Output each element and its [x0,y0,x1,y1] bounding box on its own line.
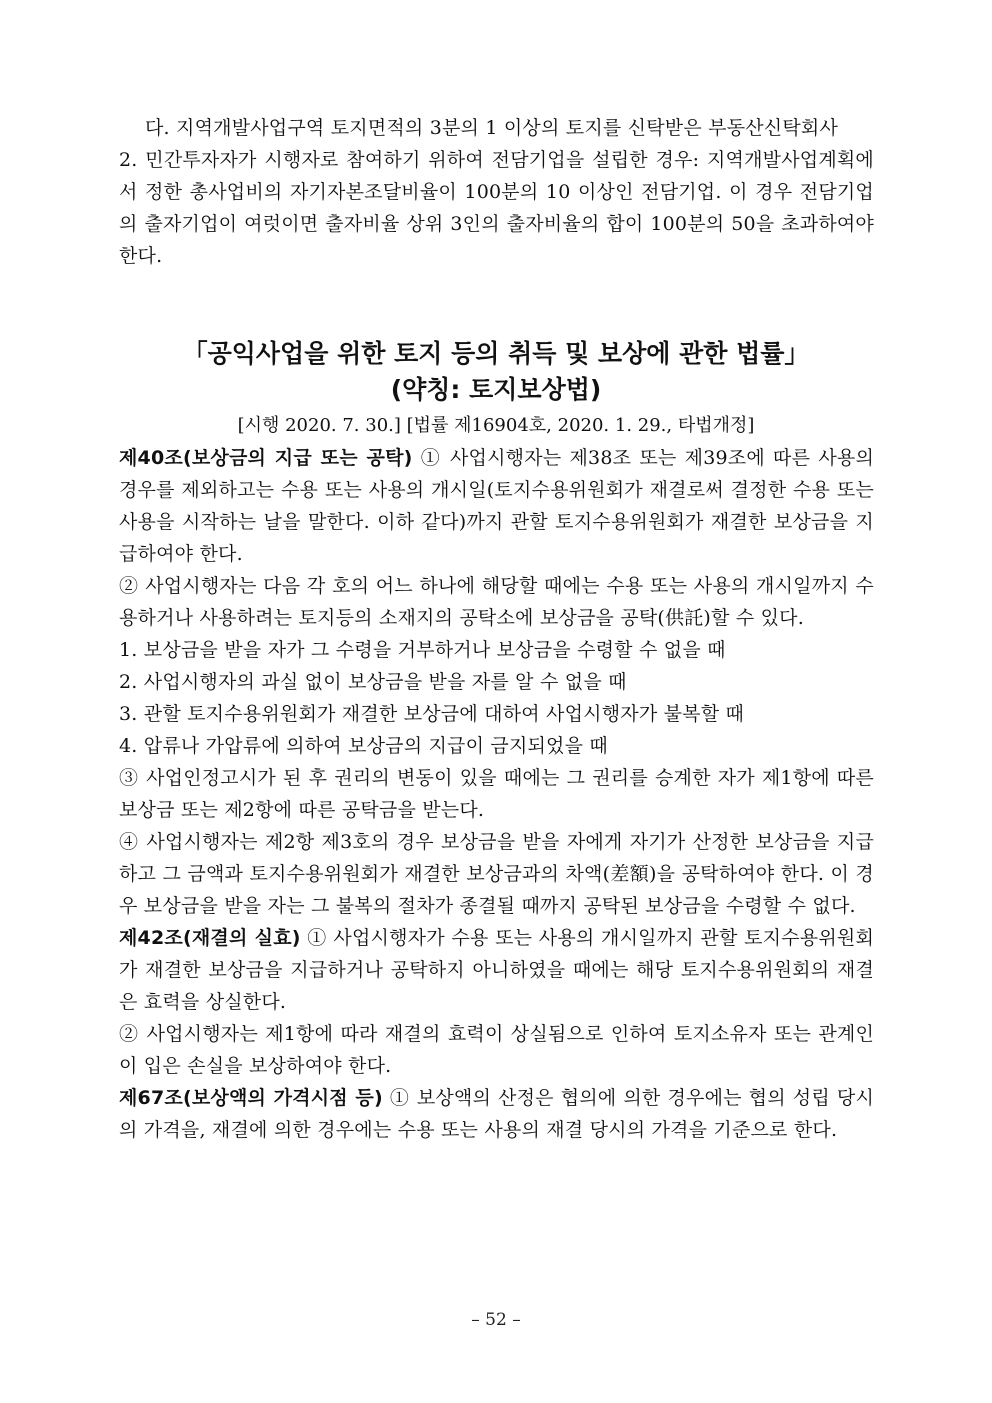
top-section [119,112,874,272]
article-40-item-1: 1. 보상금을 받을 자가 그 수령을 거부하거나 보상금을 수령할 수 없을 때 [119,639,726,661]
articles-section [119,442,874,1146]
law-enforcement-info: [시행 2020. 7. 30.] [법률 제16904호, 2020. 1. 29., 타법개정] [237,415,755,436]
article-42-p1-text: ① 사업시행자가 수용 또는 사용의 개시일까지 관할 토지수용위원회가 재결한 보상금을 지급하거나 공탁하지 아니하였을 때에는 해당 토지수용위원회의 재결은 효력을 상실한다. [119,927,874,1013]
article-40-p1-text: ① 사업시행자는 제38조 또는 제39조에 따른 사용의 경우를 제외하고는 수용 또는 사용의 개시일(토지수용위원회가 재결로써 결정한 수용 또는 사용을 시작하는 날을 말한다. 이하 같다)까지 관할 토지수용위원회가 재결한 보상금을 지급하여야 한다. [119,447,874,565]
law-title-line2: (약칭: 토지보상법) [390,375,602,404]
article-67-title: 제67조(보상액의 가격시점 등) [119,1087,383,1109]
article-67-p1-text: ① 보상액의 산정은 협의에 의한 경우에는 협의 성립 당시의 가격을, 재결에 의한 경우에는 수용 또는 사용의 재결 당시의 가격을 기준으로 한다. [119,1087,874,1141]
article-42-para-2: ② 사업시행자는 제1항에 따라 재결의 효력이 상실됨으로 인하여 토지소유자 또는 관계인이 입은 손실을 보상하여야 한다. [119,1023,874,1077]
article-42-para-1 [119,922,874,1018]
article-40-item-2: 2. 사업시행자의 과실 없이 보상금을 받을 자를 알 수 없을 때 [119,671,627,693]
law-title-line1: 「공익사업을 위한 토지 등의 취득 및 보상에 관한 법률」 [182,339,810,368]
article-40-title: 제40조(보상금의 지급 또는 공탁) [119,447,413,469]
article-40-item-3: 3. 관할 토지수용위원회가 재결한 보상금에 대하여 사업시행자가 불복할 때 [119,703,745,725]
article-67-para-1 [119,1082,874,1146]
item-da: 다. 지역개발사업구역 토지면적의 3분의 1 이상의 토지를 신탁받은 부동산신탁회사 [145,117,839,139]
article-40-item-4: 4. 압류나 가압류에 의하여 보상금의 지급이 금지되었을 때 [119,735,608,757]
article-42-title: 제42조(재결의 실효) [119,927,301,949]
article-40-para-4: ④ 사업시행자는 제2항 제3호의 경우 보상금을 받을 자에게 자기가 산정한 보상금을 지급하고 그 금액과 토지수용위원회가 재결한 보상금과의 차액(差額)을 공탁하여야 한다. 이 경우 보상금을 받을 자는 그 불복의 절차가 종결될 때까지 공탁된 보상금을 수령할 수 없다. [119,831,874,917]
article-40-para-1 [119,442,874,570]
page-number: – 52 – [471,1310,521,1330]
item-2: 2. 민간투자자가 시행자로 참여하기 위하여 전담기업을 설립한 경우: 지역개발사업계획에서 정한 총사업비의 자기자본조달비율이 100분의 10 이상인 전담기업. 이 경우 전담기업의 출자기업이 여럿이면 출자비율 상위 3인의 출자비율의 합이 100분의 50을 초과하여야 한다. [119,149,874,267]
article-40-para-2: ② 사업시행자는 다음 각 호의 어느 하나에 해당할 때에는 수용 또는 사용의 개시일까지 수용하거나 사용하려는 토지등의 소재지의 공탁소에 보상금을 공탁(供託)할 수 있다. [119,575,874,629]
article-40-para-3: ③ 사업인정고시가 된 후 권리의 변동이 있을 때에는 그 권리를 승계한 자가 제1항에 따른 보상금 또는 제2항에 따른 공탁금을 받는다. [119,767,874,821]
